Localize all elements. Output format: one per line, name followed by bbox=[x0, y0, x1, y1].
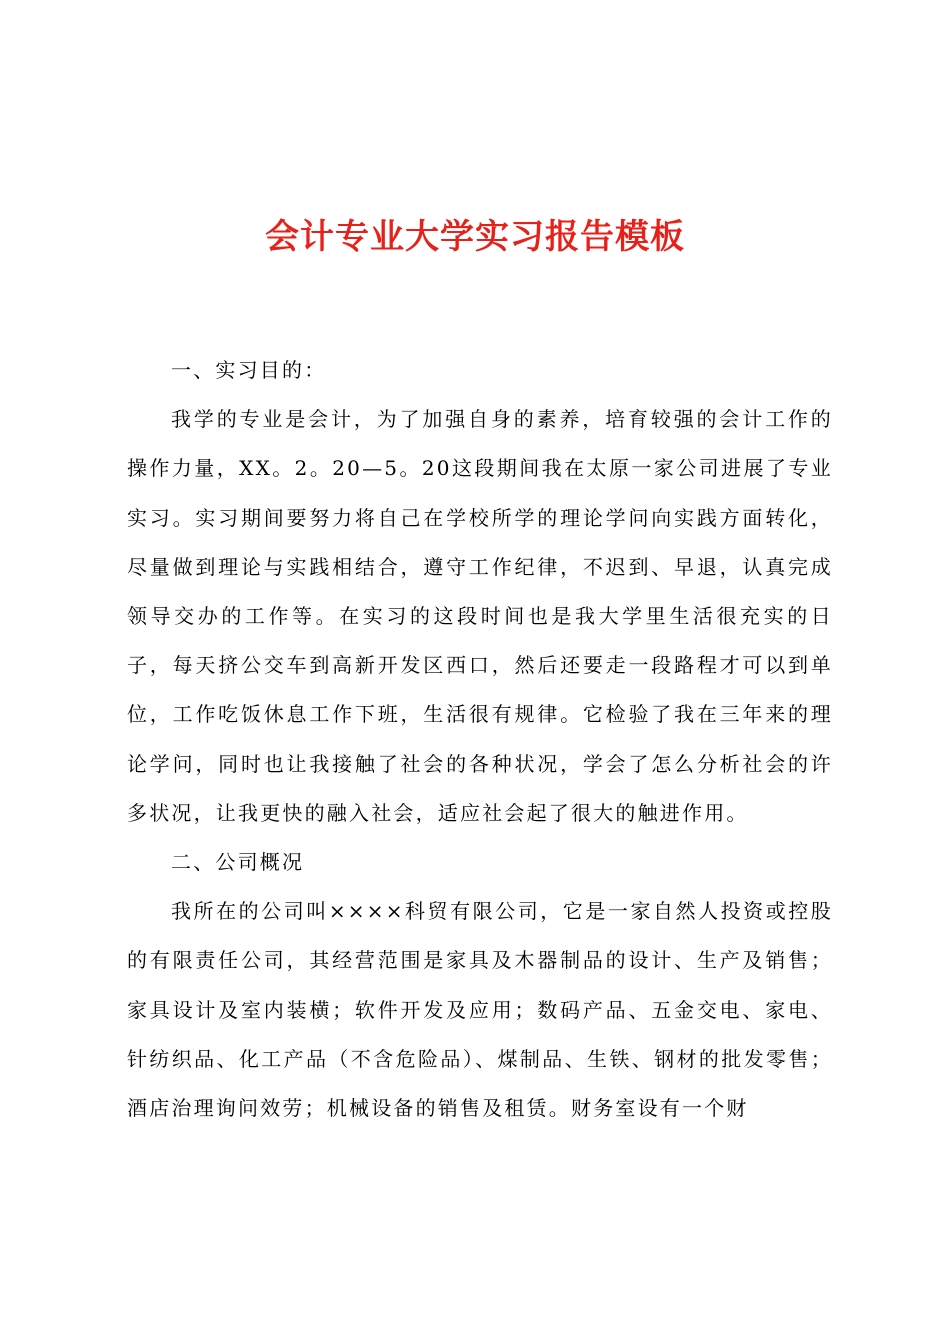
paragraph-company-text: 我所在的公司叫××××科贸有限公司，它是一家自然人投资或控股的有限责任公司，其经营范围是家具及木器制品的设计、生产及销售；家具设计及室内装横；软件开发及应用；数码产品、五金交电、家电、针纺织品、化工产品（不含危险品）、煤制品、生铁、钢材的批发零售；酒店治理询问效劳；机械设备的销售及租赁。财务室设有一个财 bbox=[127, 899, 833, 1121]
section-heading-company-overview: 二、公司概况 bbox=[171, 850, 305, 875]
paragraph-purpose-text: 我学的专业是会计，为了加强自身的素养，培育较强的会计工作的操作力量，XX。2。20—5。20这段期间我在太原一家公司进展了专业实习。实习期间要努力将自己在学校所学的理论学问向实践方面转化，尽量做到理论与实践相结合，遵守工作纪律，不迟到、早退，认真完成领导交办的工作等。在实习的这段时间也是我大学里生活很充实的日子，每天挤公交车到高新开发区西口，然后还要走一段路程才可以到单位，工作吃饭休息工作下班，生活很有规律。它检验了我在三年来的理论学问，同时也让我接触了社会的各种状况，学会了怎么分析社会的许多状况，让我更快的融入社会，适应社会起了很大的触进作用。 bbox=[127, 407, 833, 825]
document-body bbox=[127, 346, 833, 1133]
section-heading-purpose: 一、实习目的： bbox=[171, 358, 327, 382]
document-title: 会计专业大学实习报告模板 bbox=[265, 217, 685, 257]
